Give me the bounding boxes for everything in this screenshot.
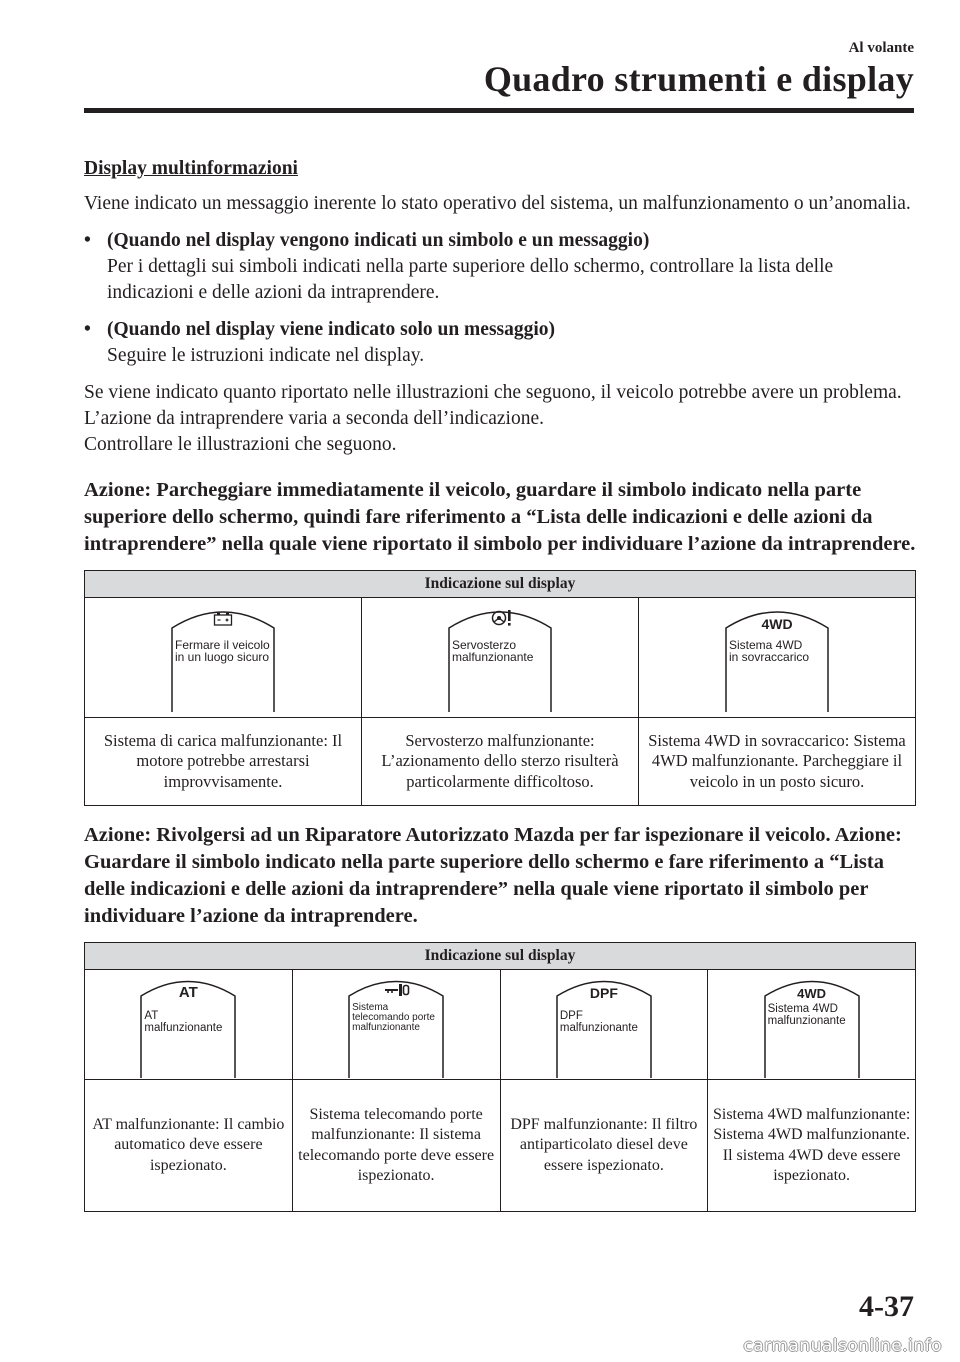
power-steering-warning-icon xyxy=(491,608,513,628)
page-number: 4-37 xyxy=(859,1290,914,1323)
table-header: Indicazione sul display xyxy=(85,571,916,598)
display-message: AT malfunzionante xyxy=(144,1010,223,1034)
header-rule xyxy=(84,108,914,113)
section-label: Al volante xyxy=(848,40,914,56)
warning-paragraph: Se viene indicato quanto riportato nelle illustrazioni che seguono, il veicolo potrebbe avere un problema. L’azione da intraprendere varia a seconda dell’indicazione. xyxy=(84,382,902,429)
intro-paragraph: Viene indicato un messaggio inerente lo stato operativo del sistema, un malfunzionamento o un’anomalia. xyxy=(84,193,911,214)
bullet-item xyxy=(84,228,916,306)
table-header: Indicazione sul display xyxy=(85,943,916,970)
indication-description: Sistema telecomando porte malfunzionante: Il sistema telecomando porte deve essere ispezionato. xyxy=(292,1080,500,1212)
bullet-title: (Quando nel display viene indicato solo un messaggio) xyxy=(107,319,556,340)
display-screen xyxy=(140,976,236,1078)
action-heading-inspection: Azione: Rivolgersi ad un Riparatore Autorizzato Mazda per far ispezionare il veicolo. Azione: Guardare il simbolo indicato nella parte superiore dello schermo e fare riferimento a “Lista delle indicazioni e delle azioni da intraprendere” nella quale viene riportato il simbolo per individuare l’azione da intraprendere. xyxy=(84,824,902,927)
display-message: Sistema telecomando porte malfunzionante xyxy=(352,1002,435,1033)
display-message: Servosterzo malfunzionante xyxy=(452,638,534,664)
display-figure-cell xyxy=(500,970,708,1080)
display-screen xyxy=(448,606,552,712)
4wd-icon: 4WD xyxy=(797,986,827,1001)
bullet-text: Per i dettagli sui simboli indicati nella parte superiore dello schermo, controllare la lista delle indicazioni e delle azioni da intraprendere. xyxy=(107,256,834,303)
display-message: Fermare il veicolo in un luogo sicuro xyxy=(175,638,270,664)
indication-description: Sistema di carica malfunzionante: Il motore potrebbe arrestarsi improvvisamente. xyxy=(85,718,362,806)
display-message: Sistema 4WD in sovraccarico xyxy=(729,638,810,664)
display-screen xyxy=(171,606,275,712)
indication-description: Sistema 4WD in sovraccarico: Sistema 4WD malfunzionante. Parcheggiare il veicolo in un posto sicuro. xyxy=(639,718,916,806)
display-screen xyxy=(725,606,829,712)
display-figure-cell xyxy=(85,970,293,1080)
display-screen xyxy=(556,976,652,1078)
4wd-icon: 4WD xyxy=(761,616,793,632)
display-figure-cell xyxy=(85,598,362,718)
page-content xyxy=(84,156,916,1212)
battery-icon xyxy=(213,612,233,626)
bullet-dot-icon: • xyxy=(84,230,91,251)
display-message: Sistema 4WD malfunzionante xyxy=(767,1003,846,1027)
at-icon: AT xyxy=(178,984,198,1001)
watermark: carmanualsonline.info xyxy=(743,1336,942,1356)
bullet-title: (Quando nel display vengono indicati un simbolo e un messaggio) xyxy=(107,230,650,251)
indication-description: DPF malfunzionante: Il filtro antiparticolato diesel deve essere ispezionato. xyxy=(500,1080,708,1212)
check-paragraph: Controllare le illustrazioni che seguono. xyxy=(84,434,397,455)
display-table-2 xyxy=(84,942,916,1212)
bullet-text: Seguire le istruzioni indicate nel display. xyxy=(107,345,425,366)
display-screen xyxy=(764,976,860,1078)
indication-description: AT malfunzionante: Il cambio automatico deve essere ispezionato. xyxy=(85,1080,293,1212)
display-message: DPF malfunzionante xyxy=(559,1010,638,1034)
display-figure-cell xyxy=(639,598,916,718)
bullet-dot-icon: • xyxy=(84,319,91,340)
display-figure-cell xyxy=(362,598,639,718)
indication-description: Servosterzo malfunzionante: L’azionamento dello sterzo risulterà particolarmente difficoltoso. xyxy=(362,718,639,806)
action-heading-park: Azione: Parcheggiare immediatamente il veicolo, guardare il simbolo indicato nella parte superiore dello schermo, quindi fare riferimento a “Lista delle indicazioni e delle azioni da intraprendere” nella quale viene riportato il simbolo per individuare l’azione da intraprendere. xyxy=(84,479,916,555)
subheading-display-multinformazioni: Display multinformazioni xyxy=(84,158,298,179)
indication-description: Sistema 4WD malfunzionante: Sistema 4WD malfunzionante. Il sistema 4WD deve essere ispezionato. xyxy=(708,1080,916,1212)
display-table-1 xyxy=(84,570,916,806)
display-screen xyxy=(348,976,444,1078)
display-figure-cell xyxy=(292,970,500,1080)
bullet-item xyxy=(84,317,916,369)
dpf-icon: DPF xyxy=(589,985,618,1001)
chapter-title: Quadro strumenti e display xyxy=(483,59,914,99)
display-figure-cell xyxy=(708,970,916,1080)
key-icon xyxy=(384,983,410,997)
